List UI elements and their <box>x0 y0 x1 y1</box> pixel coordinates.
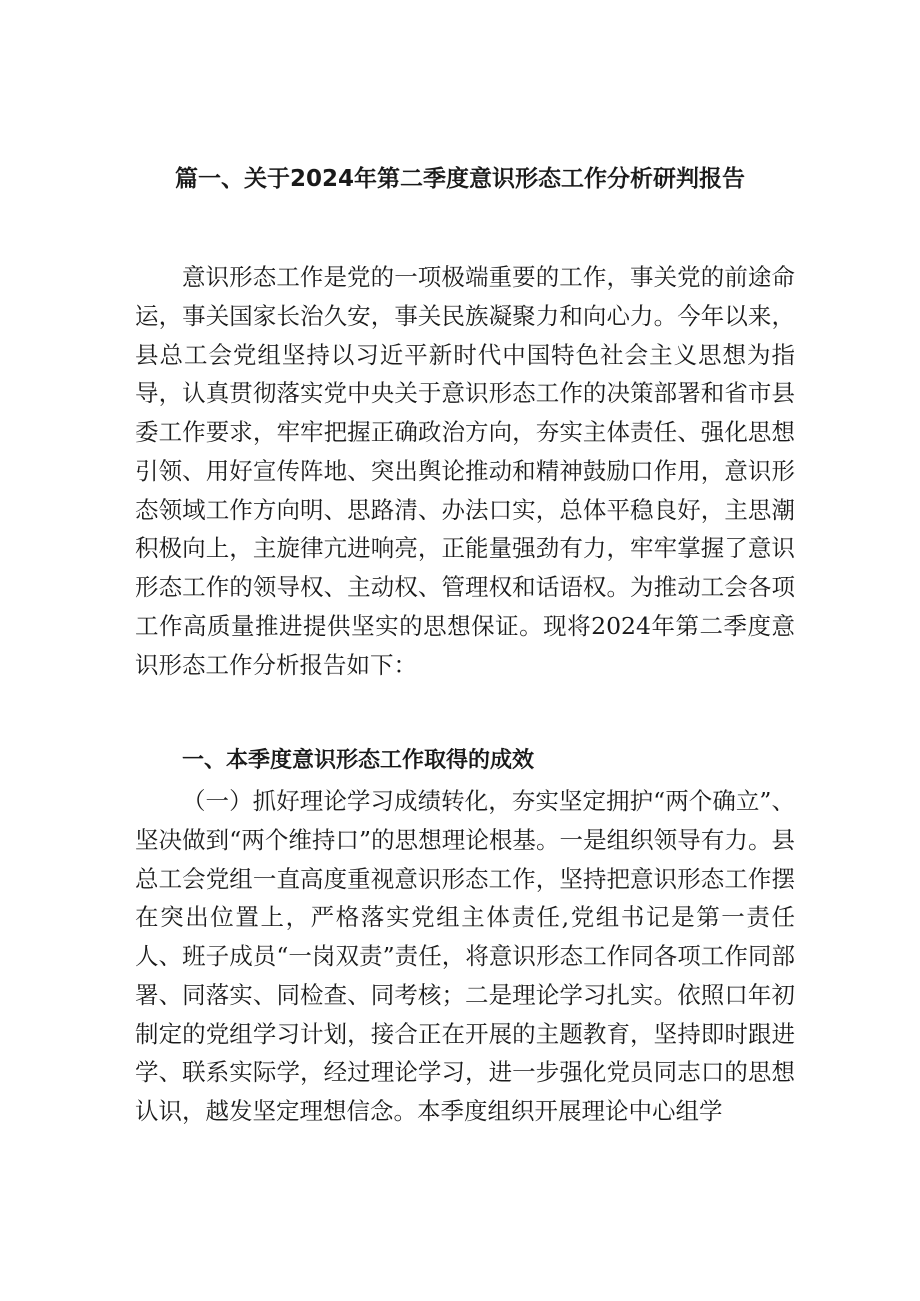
section-heading-achievements: 一、本季度意识形态工作取得的成效 <box>182 748 535 773</box>
document-title: 篇一、关于2024年第二季度意识形态工作分析研判报告 <box>174 166 745 192</box>
intro-paragraph: 意识形态工作是党的一项极端重要的工作，事关党的前途命运，事关国家长治久安，事关民族凝聚力和向心力。今年以来，县总工会党组坚持以习近平新时代中国特色社会主义思想为指导，认真贯彻落实党中央关于意识形态工作的决策部署和省市县委工作要求，牢牢把握正确政治方向，夯实主体责任、强化思想引领、用好宣传阵地、突出舆论推动和精神鼓励口作用，意识形态领域工作方向明、思路清、办法口实，总体平稳良好，主思潮积极向上，主旋律亢进响亮，正能量强劲有力，牢牢掌握了意识形态工作的领导权、主动权、管理权和话语权。为推动工会各项工作高质量推进提供坚实的思想保证。现将2024年第二季度意识形态工作分析报告如下： <box>135 263 795 679</box>
subsection-paragraph-theory-study: （一）抓好理论学习成绩转化，夯实坚定拥护“两个确立”、坚决做到“两个维持口”的思想理论根基。一是组织领导有力。县总工会党组一直高度重视意识形态工作，坚持把意识形态工作摆在突出位置上，严格落实党组主体责任,党组书记是第一责任人、班子成员“一岗双责”责任，将意识形态工作同各项工作同部署、同落实、同检查、同考核；二是理论学习扎实。依照口年初制定的党组学习计划，接合正在开展的主题教育，坚持即时跟进学、联系实际学，经过理论学习，进一步强化党员同志口的思想认识，越发坚定理想信念。本季度组织开展理论中心组学 <box>135 787 795 1125</box>
